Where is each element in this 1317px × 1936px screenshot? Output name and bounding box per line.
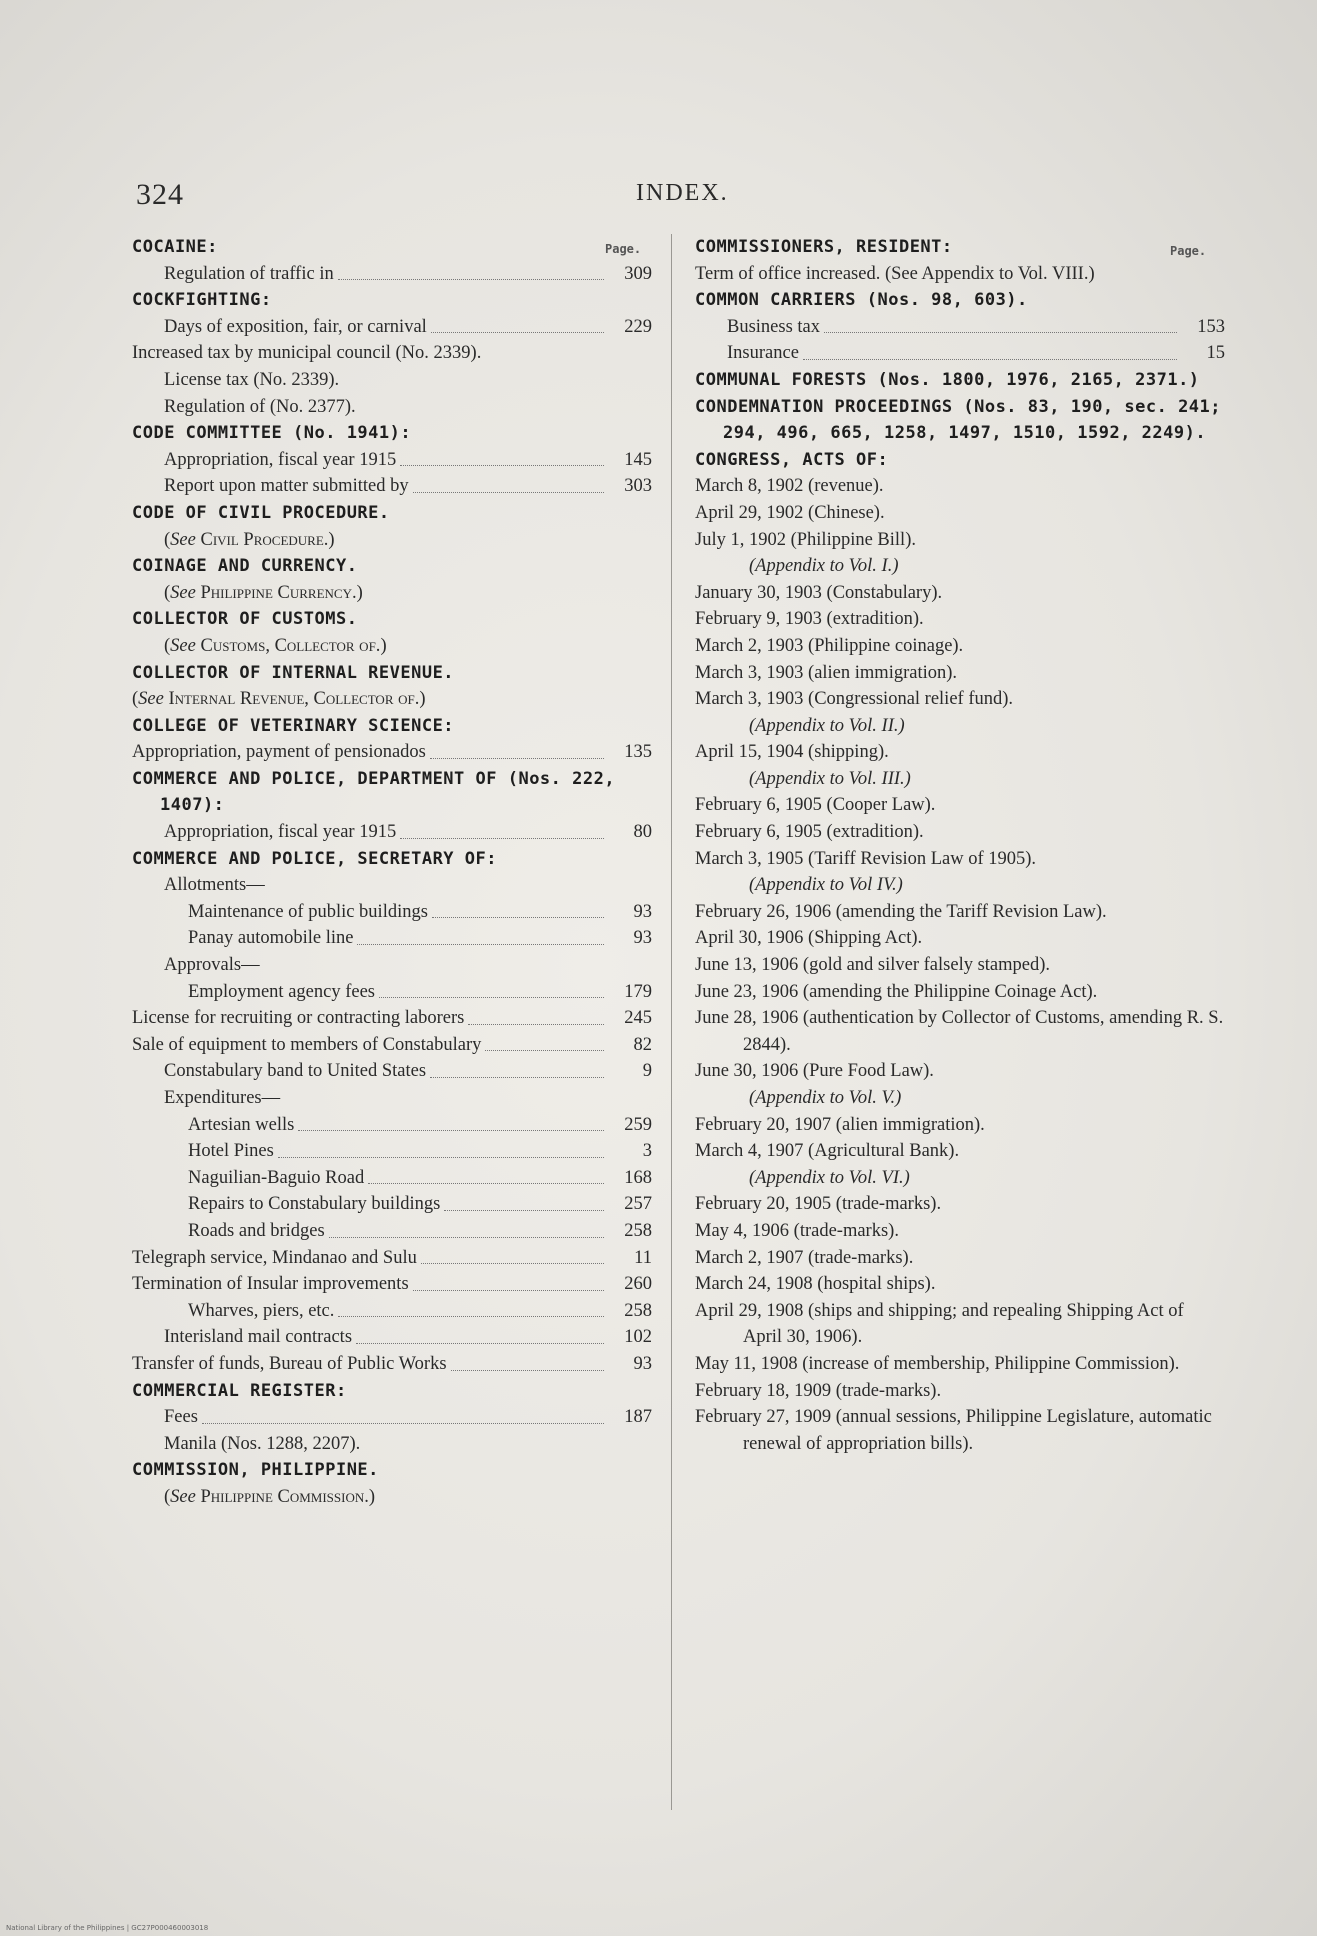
index-subentry: Expenditures— xyxy=(164,1088,281,1108)
page-reference: 257 xyxy=(624,1194,652,1215)
see-word: See xyxy=(170,635,196,656)
index-subentry: March 24, 1908 (hospital ships). xyxy=(695,1274,936,1295)
index-subentry: March 3, 1905 (Tariff Revision Law of 1905). xyxy=(695,848,1037,869)
index-subentry: March 3, 1903 (alien immigration). xyxy=(695,662,958,683)
index-subentry: June 28, 1906 (authentication by Collector of Customs, amending R. S. 2844). xyxy=(695,1008,1224,1055)
index-subentry: July 1, 1902 (Philippine Bill). xyxy=(695,529,916,550)
scan-credit: National Library of the Philippines | GC27P000460003018 xyxy=(6,1924,209,1932)
index-heading: COINAGE AND CURRENCY. xyxy=(132,556,358,577)
index-heading: COCKFIGHTING: xyxy=(132,290,272,311)
index-heading: CONDEMNATION PROCEEDINGS (Nos. 83, 190, sec. 241; 294, 496, 665, 1258, 1497, 1510, 1592, 2249). xyxy=(695,396,1222,444)
leader-dots xyxy=(338,279,604,280)
index-subentry: May 11, 1908 (increase of membership, Philippine Commission). xyxy=(695,1353,1180,1374)
entry-text: Appropriation, fiscal year 1915 xyxy=(164,449,397,470)
index-entry-row xyxy=(132,1112,652,1139)
leader-dots xyxy=(338,1316,604,1317)
leader-dots xyxy=(413,492,604,493)
index-subentry: April 29, 1902 (Chinese). xyxy=(695,502,885,523)
page-reference: 245 xyxy=(624,1008,652,1029)
see-word: See xyxy=(138,689,164,710)
index-entry-row xyxy=(132,1351,652,1378)
page-reference: 260 xyxy=(624,1274,652,1295)
index-subentry: Regulation of (No. 2377). xyxy=(164,396,356,417)
leader-dots xyxy=(379,997,604,998)
index-heading: COLLEGE OF VETERINARY SCIENCE: xyxy=(132,715,455,736)
index-subentry: April 29, 1908 (ships and shipping; and repealing Shipping Act of April 30, 1906). xyxy=(695,1300,1184,1348)
index-subentry: February 26, 1906 (amending the Tariff Revision Law). xyxy=(695,901,1107,922)
entry-text: Insurance xyxy=(727,343,799,364)
entry-text: Sale of equipment to members of Constabulary xyxy=(132,1034,482,1055)
page-reference: 229 xyxy=(624,316,652,337)
entry-text: Days of exposition, fair, or carnival xyxy=(164,316,427,337)
page-reference: 102 xyxy=(624,1327,652,1348)
column-divider xyxy=(671,234,672,1810)
entry-text: Termination of Insular improvements xyxy=(132,1274,409,1295)
entry-text: Transfer of funds, Bureau of Public Works xyxy=(132,1353,447,1374)
index-subentry: February 6, 1905 (extradition). xyxy=(695,822,924,843)
page-reference: 11 xyxy=(634,1247,652,1268)
index-subentry: February 27, 1909 (annual sessions, Philippine Legislature, automatic renewal of appropriation bills). xyxy=(695,1407,1212,1454)
page-reference: 80 xyxy=(633,822,652,843)
leader-dots xyxy=(803,359,1177,360)
page-reference: 3 xyxy=(642,1141,652,1162)
leader-dots xyxy=(357,944,604,945)
entry-text: Employment agency fees xyxy=(188,981,375,1002)
entry-text: Artesian wells xyxy=(188,1114,295,1135)
index-entry-row xyxy=(132,1298,652,1325)
index-entry-row xyxy=(695,340,1225,367)
leader-dots xyxy=(202,1423,604,1424)
entry-text: Interisland mail contracts xyxy=(164,1327,353,1348)
index-heading: COMMISSION, PHILIPPINE. xyxy=(132,1460,379,1481)
page-reference: 15 xyxy=(1206,343,1225,364)
entry-text: Appropriation, payment of pensionados xyxy=(132,742,426,763)
see-target: Civil Procedure. xyxy=(200,529,329,550)
page-reference: 153 xyxy=(1197,316,1225,337)
index-subentry: March 4, 1907 (Agricultural Bank). xyxy=(695,1141,960,1162)
entry-text: Report upon matter submitted by xyxy=(164,476,409,497)
entry-text: Naguilian-Baguio Road xyxy=(188,1167,365,1188)
leader-dots xyxy=(413,1290,604,1291)
index-subentry: Manila (Nos. 1288, 2207). xyxy=(164,1433,361,1454)
page-number: 324 xyxy=(136,178,184,211)
leader-dots xyxy=(468,1024,604,1025)
index-subentry: March 2, 1903 (Philippine coinage). xyxy=(695,635,964,656)
index-subentry: Increased tax by municipal council (No. 2339). xyxy=(132,343,482,364)
see-open-paren: ( xyxy=(164,529,171,550)
entry-text: Regulation of traffic in xyxy=(164,263,334,284)
index-subentry: March 2, 1907 (trade-marks). xyxy=(695,1247,914,1268)
index-entry-row xyxy=(132,1138,652,1165)
index-subentry: Approvals— xyxy=(164,955,260,976)
page-reference: 9 xyxy=(642,1061,652,1082)
page-reference: 303 xyxy=(624,476,652,497)
leader-dots xyxy=(432,917,604,918)
index-entry-row xyxy=(132,1191,652,1218)
index-entry-row xyxy=(132,1165,652,1192)
entry-text: Hotel Pines xyxy=(188,1141,274,1162)
appendix-reference: (Appendix to Vol. V.) xyxy=(749,1088,902,1108)
index-subentry: February 6, 1905 (Cooper Law). xyxy=(695,795,936,816)
entry-text: Business tax xyxy=(727,316,821,337)
index-entry-row xyxy=(132,447,652,474)
page-reference: 168 xyxy=(624,1167,652,1188)
leader-dots xyxy=(278,1157,604,1158)
index-entry-row xyxy=(132,1218,652,1245)
see-target: Internal Revenue, Collector of. xyxy=(168,689,420,710)
index-entry-row xyxy=(132,925,652,952)
page-reference: 93 xyxy=(633,901,652,922)
see-target: Philippine Currency. xyxy=(200,582,357,603)
appendix-reference: (Appendix to Vol. VI.) xyxy=(749,1167,910,1188)
page-reference: 309 xyxy=(624,263,652,284)
index-subentry: May 4, 1906 (trade-marks). xyxy=(695,1220,899,1241)
index-subentry: June 23, 1906 (amending the Philippine Coinage Act). xyxy=(695,981,1098,1002)
page-reference: 187 xyxy=(624,1407,652,1428)
page-reference: 258 xyxy=(624,1220,652,1241)
page-reference: 135 xyxy=(624,742,652,763)
index-subentry: License tax (No. 2339). xyxy=(164,369,340,390)
index-heading: COMMON CARRIERS (Nos. 98, 603). xyxy=(695,290,1028,311)
see-close-paren: ) xyxy=(356,582,363,603)
see-open-paren: ( xyxy=(132,689,139,710)
index-entry-row xyxy=(132,1324,652,1351)
see-close-paren: ) xyxy=(419,689,426,710)
index-entry-row xyxy=(132,1245,652,1272)
index-entry-row xyxy=(132,1404,652,1431)
index-heading: COMMISSIONERS, RESIDENT: xyxy=(695,237,953,257)
page-column-label-left: Page. xyxy=(605,242,642,256)
index-entry-row xyxy=(132,261,652,288)
see-reference xyxy=(132,1484,652,1511)
index-subentry: June 30, 1906 (Pure Food Law). xyxy=(695,1061,934,1082)
index-entry-row xyxy=(695,314,1225,341)
page-column-label-right: Page. xyxy=(1170,244,1207,258)
entry-text: Panay automobile line xyxy=(188,928,354,949)
index-heading: COMMUNAL FORESTS (Nos. 1800, 1976, 2165, 2371.) xyxy=(695,369,1200,390)
entry-text: Fees xyxy=(164,1407,198,1428)
entry-text: Wharves, piers, etc. xyxy=(188,1300,335,1321)
index-column-left xyxy=(132,234,652,1511)
see-open-paren: ( xyxy=(164,1486,171,1507)
index-heading: COLLECTOR OF CUSTOMS. xyxy=(132,609,358,630)
page-reference: 93 xyxy=(633,928,652,949)
see-open-paren: ( xyxy=(164,582,171,603)
appendix-reference: (Appendix to Vol. III.) xyxy=(749,768,911,789)
page-reference: 145 xyxy=(624,449,652,470)
index-heading: COMMERCE AND POLICE, SECRETARY OF: xyxy=(132,848,497,869)
page-title: INDEX. xyxy=(636,180,729,206)
index-entry-row xyxy=(132,1005,652,1032)
index-subentry: February 18, 1909 (trade-marks). xyxy=(695,1380,942,1401)
index-column-right xyxy=(695,234,1225,1457)
see-target: Customs, Collector of. xyxy=(200,635,381,656)
index-heading: CODE OF CIVIL PROCEDURE. xyxy=(132,502,390,523)
see-reference xyxy=(132,633,652,660)
leader-dots xyxy=(485,1050,604,1051)
page-reference: 93 xyxy=(633,1353,652,1374)
leader-dots xyxy=(421,1263,604,1264)
see-reference xyxy=(132,527,652,554)
see-open-paren: ( xyxy=(164,635,171,656)
index-entry-row xyxy=(132,473,652,500)
leader-dots xyxy=(356,1343,604,1344)
entry-text: License for recruiting or contracting laborers xyxy=(132,1008,465,1029)
index-entry-row xyxy=(132,1058,652,1085)
index-subentry: January 30, 1903 (Constabulary). xyxy=(695,582,943,603)
index-heading: COLLECTOR OF INTERNAL REVENUE. xyxy=(132,662,455,683)
index-subentry: March 3, 1903 (Congressional relief fund). xyxy=(695,689,1014,710)
index-subentry: April 15, 1904 (shipping). xyxy=(695,742,889,763)
index-entry-row xyxy=(132,819,652,846)
leader-dots xyxy=(400,465,604,466)
page-reference: 259 xyxy=(624,1114,652,1135)
index-subentry: April 30, 1906 (Shipping Act). xyxy=(695,928,923,949)
leader-dots xyxy=(451,1370,604,1371)
see-close-paren: ) xyxy=(368,1486,376,1507)
index-entry-row xyxy=(132,1271,652,1298)
index-entry-row xyxy=(132,314,652,341)
index-heading: COCAINE: xyxy=(132,237,218,257)
entry-text: Maintenance of public buildings xyxy=(188,901,428,922)
index-subentry: February 9, 1903 (extradition). xyxy=(695,609,924,630)
see-target: Philippine Commission. xyxy=(200,1486,369,1507)
index-subentry: Allotments— xyxy=(164,875,265,896)
see-close-paren: ) xyxy=(328,529,335,550)
leader-dots xyxy=(444,1210,604,1211)
index-subentry: February 20, 1905 (trade-marks). xyxy=(695,1194,942,1215)
entry-text: Telegraph service, Mindanao and Sulu xyxy=(132,1247,417,1268)
index-entry-row xyxy=(132,899,652,926)
index-heading: CODE COMMITTEE (No. 1941): xyxy=(132,423,412,444)
entry-text: Repairs to Constabulary buildings xyxy=(188,1194,441,1215)
index-heading: COMMERCIAL REGISTER: xyxy=(132,1380,347,1401)
entry-text: Constabulary band to United States xyxy=(164,1061,427,1082)
page-reference: 82 xyxy=(633,1034,652,1055)
see-reference xyxy=(132,580,652,607)
leader-dots xyxy=(430,758,604,759)
index-entry-row xyxy=(132,979,652,1006)
see-word: See xyxy=(170,1486,196,1507)
index-heading: COMMERCE AND POLICE, DEPARTMENT OF (Nos. 222, 1407): xyxy=(132,768,616,816)
leader-dots xyxy=(329,1237,604,1238)
page-reference: 258 xyxy=(624,1300,652,1321)
index-entry-row xyxy=(132,739,652,766)
page-reference: 179 xyxy=(624,981,652,1002)
index-subentry: Term of office increased. (See Appendix to Vol. VIII.) xyxy=(695,263,1095,284)
index-subentry: February 20, 1907 (alien immigration). xyxy=(695,1114,985,1135)
leader-dots xyxy=(430,1077,604,1078)
appendix-reference: (Appendix to Vol. I.) xyxy=(749,556,899,577)
leader-dots xyxy=(824,332,1177,333)
index-heading: CONGRESS, ACTS OF: xyxy=(695,449,889,470)
see-close-paren: ) xyxy=(380,635,387,656)
index-subentry: June 13, 1906 (gold and silver falsely stamped). xyxy=(695,955,1051,976)
index-entry-row xyxy=(132,1032,652,1059)
appendix-reference: (Appendix to Vol IV.) xyxy=(749,875,903,896)
index-subentry: March 8, 1902 (revenue). xyxy=(695,476,884,497)
see-word: See xyxy=(170,582,196,603)
entry-text: Roads and bridges xyxy=(188,1220,325,1241)
appendix-reference: (Appendix to Vol. II.) xyxy=(749,715,905,736)
leader-dots xyxy=(400,838,604,839)
entry-text: Appropriation, fiscal year 1915 xyxy=(164,822,397,843)
leader-dots xyxy=(431,332,604,333)
see-reference xyxy=(132,686,652,713)
leader-dots xyxy=(368,1183,604,1184)
see-word: See xyxy=(170,529,196,550)
leader-dots xyxy=(298,1130,604,1131)
